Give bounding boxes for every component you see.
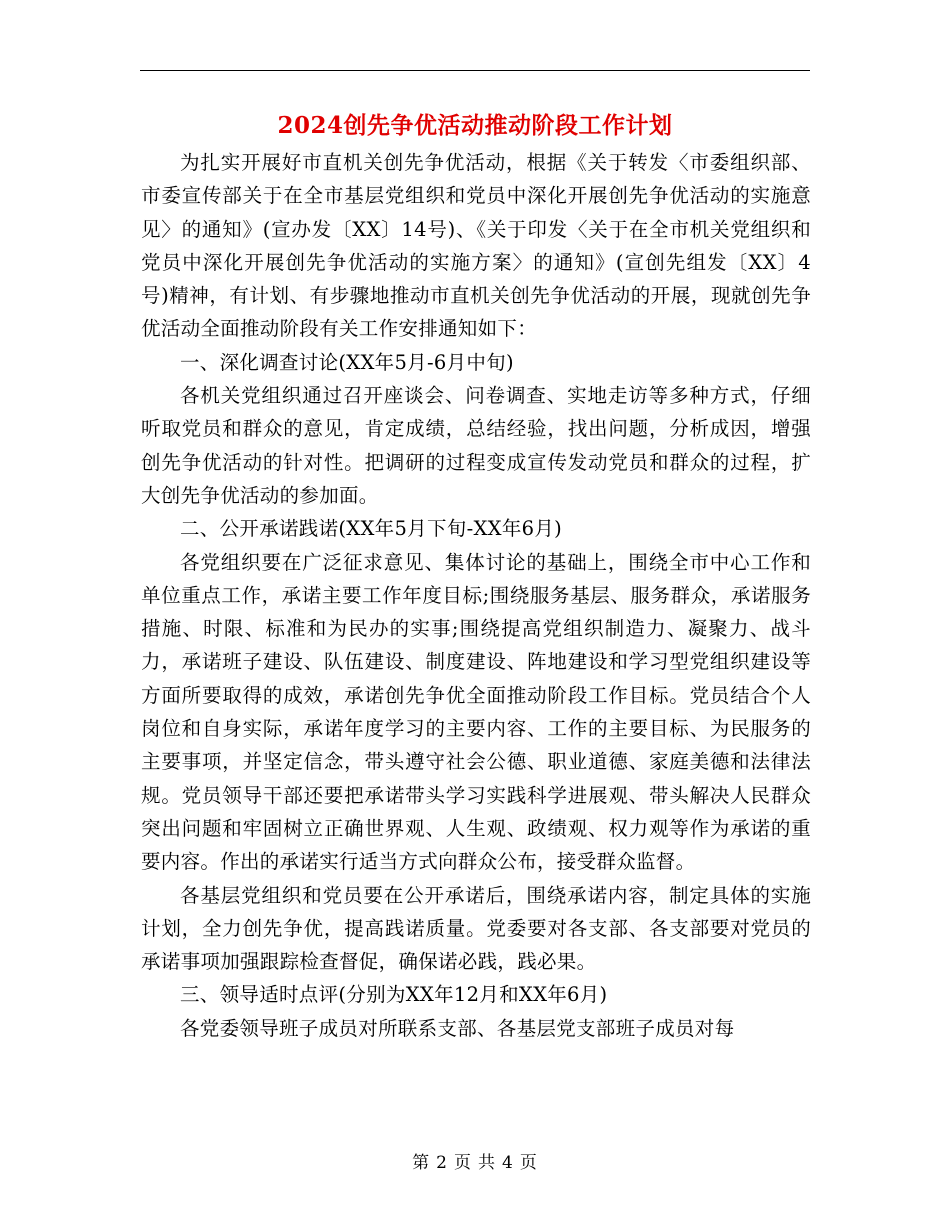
document-title: 2024创先争优活动推动阶段工作计划 [277, 112, 673, 139]
paragraph-section-3: 各党委领导班子成员对所联系支部、各基层党支部班子成员对每 [180, 1016, 735, 1040]
section-heading-2: 二、公开承诺践诺(XX年5月下旬-XX年6月) [180, 517, 563, 541]
footer-mid: 页 [454, 1153, 472, 1173]
paragraph-section-1: 各机关党组织通过召开座谈会、问卷调查、实地走访等多种方式，仔细听取党员和群众的意见，肯定成绩，总结经验，找出问题，分析成因，增强创先争优活动的针对性。把调研的过程变成宣传发动党员和群众的过程，扩大创先争优活动的参加面。 [141, 384, 811, 507]
footer-suffix: 页 [519, 1153, 538, 1173]
section-heading-3: 三、领导适时点评(分别为XX年12月和XX年6月) [180, 983, 608, 1007]
footer-total-prefix: 共 [478, 1153, 496, 1173]
page-footer [0, 1150, 950, 1176]
paragraph-section-2b: 各基层党组织和党员要在公开承诺后，围绕承诺内容，制定具体的实施计划，全力创先争优，提高践诺质量。党委要对各支部、各支部要对党员的承诺事项加强跟踪检查督促，确保诺必践，践必果。 [141, 883, 811, 974]
paragraph-section-2a: 各党组织要在广泛征求意见、集体讨论的基础上，围绕全市中心工作和单位重点工作，承诺主要工作年度目标;围绕服务基层、服务群众，承诺服务措施、时限、标准和为民办的实事;围绕提高党组织制造力、凝聚力、战斗力，承诺班子建设、队伍建设、制度建设、阵地建设和学习型党组织建设等方面所要取得的成效，承诺创先争优全面推动阶段工作目标。党员结合个人岗位和自身实际，承诺年度学习的主要内容、工作的主要目标、为民服务的主要事项，并坚定信念，带头遵守社会公德、职业道德、家庭美德和法律法规。党员领导干部还要把承诺带头学习实践科学进展观、带头解决人民群众突出问题和牢固树立正确世界观、人生观、政绩观、权力观等作为承诺的重要内容。作出的承诺实行适当方式向群众公布，接受群众监督。 [141, 550, 811, 874]
footer-prefix: 第 [412, 1153, 431, 1173]
footer-total-pages: 4 [502, 1153, 514, 1173]
document-body [141, 146, 811, 1045]
paragraph-intro: 为扎实开展好市直机关创先争优活动，根据《关于转发〈市委组织部、市委宣传部关于在全市基层党组织和党员中深化开展创先争优活动的实施意见〉的通知》(宣办发〔XX〕14号)、《关于印发〈关于在全市机关党组织和党员中深化开展创先争优活动的实施方案〉的通知》(宣创先组发〔XX〕4号)精神，有计划、有步骤地推动市直机关创先争优活动的开展，现就创先争优活动全面推动阶段有关工作安排通知如下： [141, 151, 811, 341]
header-rule [140, 70, 810, 71]
section-heading-1: 一、深化调查讨论(XX年5月-6月中旬) [180, 350, 514, 374]
footer-current-page: 2 [436, 1153, 448, 1173]
